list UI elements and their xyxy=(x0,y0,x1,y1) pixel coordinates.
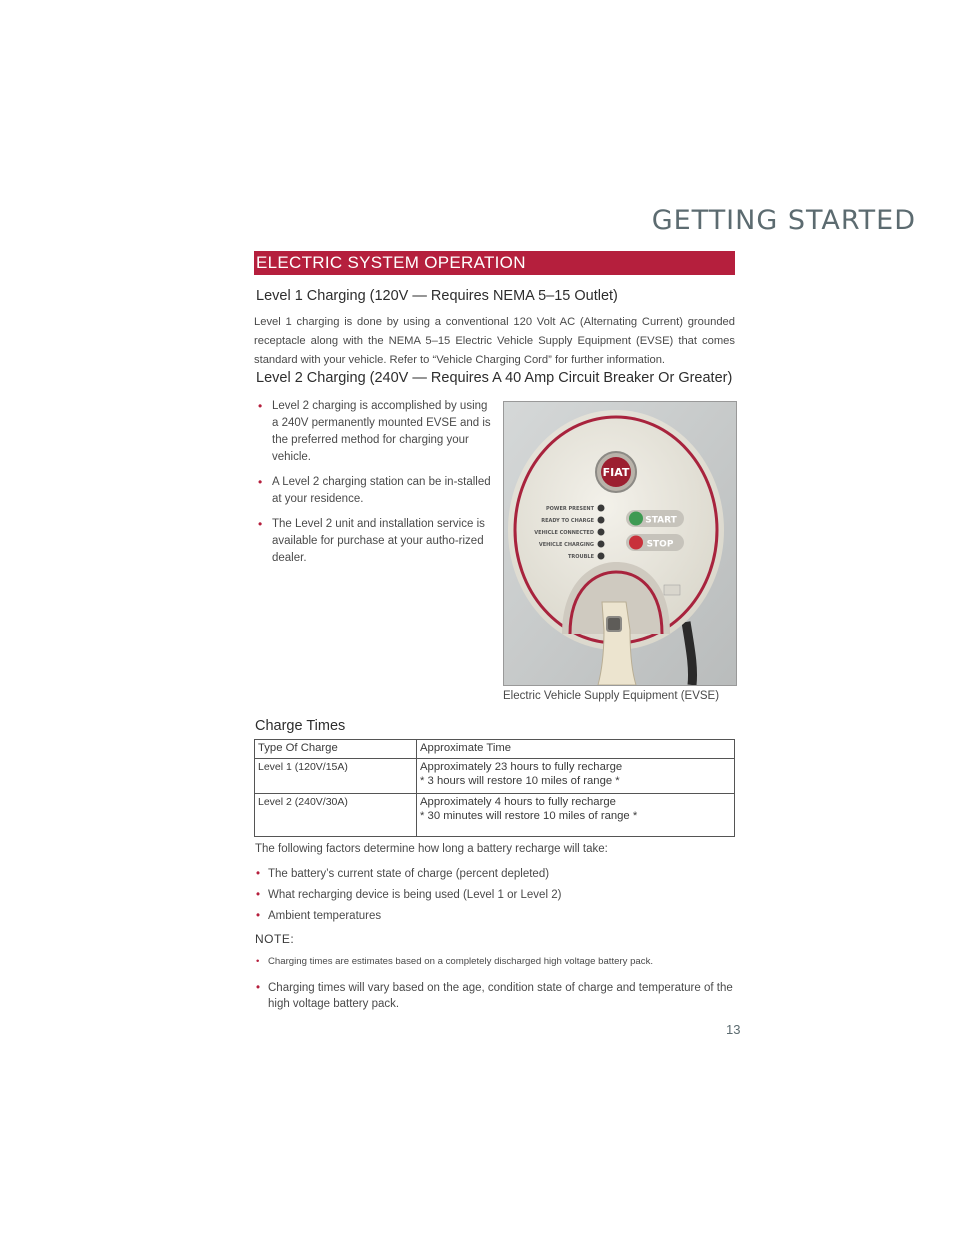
led-icon xyxy=(598,505,605,512)
table-row xyxy=(255,758,735,793)
evse-illustration xyxy=(504,402,736,685)
evse-photo xyxy=(503,401,737,686)
indicator-label: VEHICLE CHARGING xyxy=(538,542,594,548)
fiat-logo-text: FIAT xyxy=(602,466,630,479)
bullet-icon: • xyxy=(256,956,260,967)
table-header-row xyxy=(255,740,735,759)
notes-list xyxy=(256,954,736,1022)
list-item: • Charging times will vary based on the age, condition state of charge and temperature of the high voltage battery pack. xyxy=(256,982,733,1010)
start-light-icon xyxy=(629,512,643,526)
table-cell-type: Level 1 (120V/15A) xyxy=(255,758,417,793)
indicator-label: POWER PRESENT xyxy=(546,506,594,512)
stop-light-icon xyxy=(629,536,643,550)
table-cell-type: Level 2 (240V/30A) xyxy=(255,793,417,836)
column-header: Approximate Time xyxy=(417,740,735,759)
bullet-icon: • xyxy=(256,889,261,901)
charge-times-table xyxy=(254,739,735,837)
list-item: • A Level 2 charging station can be in-stalled at your residence. xyxy=(258,475,491,505)
level2-bullet-list xyxy=(256,398,496,575)
list-item: • Level 2 charging is accomplished by using a 240V permanently mounted EVSE and is the preferred method for charging your vehicle. xyxy=(258,399,491,463)
list-item: • Ambient temperatures xyxy=(256,908,736,925)
charge-times-heading: Charge Times xyxy=(255,718,346,734)
bullet-icon: • xyxy=(258,475,263,489)
list-item: • Charging times are estimates based on a completely discharged high voltage battery pack. xyxy=(256,954,736,970)
bullet-icon: • xyxy=(256,910,261,922)
bullet-icon: • xyxy=(256,982,261,994)
image-caption: Electric Vehicle Supply Equipment (EVSE) xyxy=(503,690,720,702)
table-cell-time: Approximately 4 hours to fully recharge * 30 minutes will restore 10 miles of range * xyxy=(417,793,735,836)
level1-paragraph: Level 1 charging is done by using a conventional 120 Volt AC (Alternating Current) grounded receptacle along with the NEMA 5–15 Electric Vehicle Supply Equipment (EVSE) that comes standard with your vehicle. Refer to “Vehicle Charging Cord” for further information. xyxy=(254,316,735,366)
led-icon xyxy=(598,553,605,560)
column-header: Type Of Charge xyxy=(255,740,417,759)
stop-label: STOP xyxy=(646,539,674,550)
factors-intro: The following factors determine how long a battery recharge will take: xyxy=(255,843,608,855)
indicator-label: VEHICLE CONNECTED xyxy=(534,530,594,536)
title-bar xyxy=(254,251,735,275)
table-cell-time: Approximately 23 hours to fully recharge * 3 hours will restore 10 miles of range * xyxy=(417,758,735,793)
table-row xyxy=(255,793,735,836)
led-icon xyxy=(598,541,605,548)
indicator-label: READY TO CHARGE xyxy=(541,518,594,524)
page-title: ELECTRIC SYSTEM OPERATION xyxy=(256,253,526,272)
list-item: • The battery’s current state of charge (percent depleted) xyxy=(256,866,736,883)
led-icon xyxy=(598,529,605,536)
bullet-icon: • xyxy=(258,399,263,413)
page-number: 13 xyxy=(726,1022,741,1037)
start-label: START xyxy=(645,515,677,526)
bullet-icon: • xyxy=(258,517,263,531)
unit-tag xyxy=(664,585,680,595)
note-label: NOTE: xyxy=(255,932,295,946)
level2-heading: Level 2 Charging (240V — Requires A 40 Amp Circuit Breaker Or Greater) xyxy=(256,370,733,386)
list-item: • What recharging device is being used (Level 1 or Level 2) xyxy=(256,887,736,904)
bullet-icon: • xyxy=(256,868,261,880)
factors-list xyxy=(256,866,736,929)
indicator-label: TROUBLE xyxy=(568,554,594,560)
section-header: GETTING STARTED xyxy=(651,205,916,236)
level1-heading: Level 1 Charging (120V — Requires NEMA 5–15 Outlet) xyxy=(256,288,618,304)
led-icon xyxy=(598,517,605,524)
list-item: • The Level 2 unit and installation service is available for purchase at your autho-rized dealer. xyxy=(258,517,485,564)
